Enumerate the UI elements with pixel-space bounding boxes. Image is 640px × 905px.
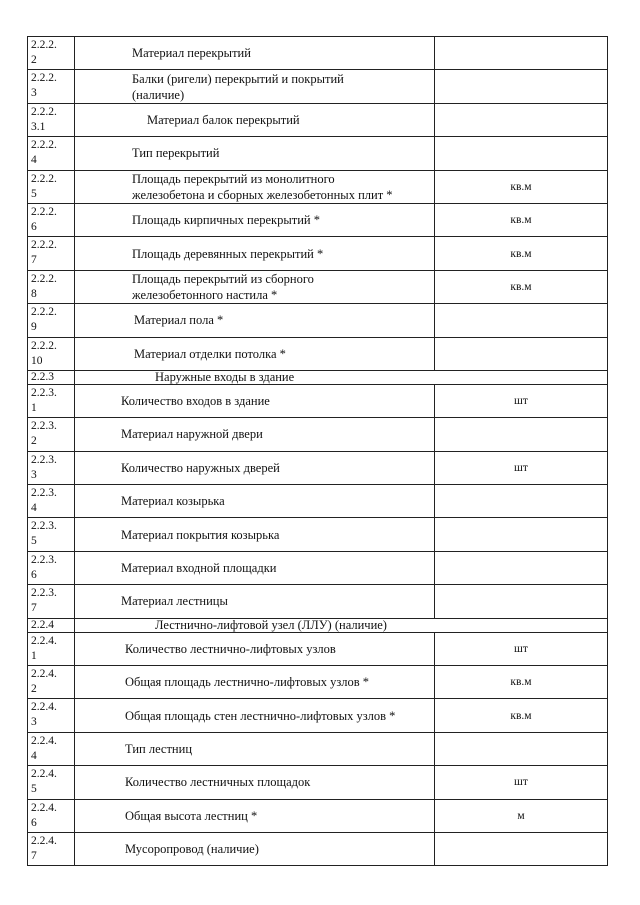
- parameter-name: Площадь перекрытий из сборного железобетонного настила *: [75, 270, 435, 303]
- table-row: [28, 270, 608, 303]
- table-row: [28, 337, 608, 370]
- parameter-name: Площадь деревянных перекрытий *: [75, 237, 435, 270]
- row-number: 2.2.4. 4: [28, 732, 75, 765]
- row-number: 2.2.3. 5: [28, 518, 75, 551]
- table-row: [28, 451, 608, 484]
- unit-cell[interactable]: [435, 551, 608, 584]
- unit-cell[interactable]: [435, 585, 608, 618]
- table-row: [28, 551, 608, 584]
- unit-cell[interactable]: [435, 418, 608, 451]
- table-row: [28, 70, 608, 103]
- parameter-name: Тип лестниц: [75, 732, 435, 765]
- parameter-name: Материал входной площадки: [75, 551, 435, 584]
- parameter-name: Количество лестнично-лифтовых узлов: [75, 632, 435, 665]
- table-row: [28, 666, 608, 699]
- unit-cell[interactable]: кв.м: [435, 666, 608, 699]
- table-row: [28, 632, 608, 665]
- unit-cell[interactable]: [435, 137, 608, 170]
- unit-cell[interactable]: шт: [435, 632, 608, 665]
- row-number: 2.2.4. 5: [28, 766, 75, 799]
- row-number: 2.2.2. 3.1: [28, 103, 75, 136]
- unit-cell[interactable]: [435, 732, 608, 765]
- unit-cell[interactable]: кв.м: [435, 237, 608, 270]
- unit-cell[interactable]: кв.м: [435, 699, 608, 732]
- parameter-name: Количество наружных дверей: [75, 451, 435, 484]
- table-row: [28, 832, 608, 865]
- parameter-name: Материал козырька: [75, 485, 435, 518]
- row-number: 2.2.3. 3: [28, 451, 75, 484]
- parameter-name: Общая высота лестниц *: [75, 799, 435, 832]
- unit-cell[interactable]: шт: [435, 766, 608, 799]
- table-row: [28, 170, 608, 203]
- row-number: 2.2.3. 7: [28, 585, 75, 618]
- parameter-name: Балки (ригели) перекрытий и покрытий (наличие): [75, 70, 435, 103]
- parameter-name: Общая площадь стен лестнично-лифтовых узлов *: [75, 699, 435, 732]
- parameter-name: Мусоропровод (наличие): [75, 832, 435, 865]
- unit-cell[interactable]: кв.м: [435, 170, 608, 203]
- row-number: 2.2.2. 3: [28, 70, 75, 103]
- parameter-name: Материал покрытия козырька: [75, 518, 435, 551]
- row-number: 2.2.4. 1: [28, 632, 75, 665]
- unit-cell[interactable]: м: [435, 799, 608, 832]
- unit-cell[interactable]: кв.м: [435, 270, 608, 303]
- row-number: 2.2.2. 4: [28, 137, 75, 170]
- parameter-name: Материал перекрытий: [75, 37, 435, 70]
- document-page: [27, 36, 607, 866]
- unit-cell[interactable]: [435, 518, 608, 551]
- parameter-name: Материал лестницы: [75, 585, 435, 618]
- parameter-name: Площадь кирпичных перекрытий *: [75, 203, 435, 236]
- parameter-name: Материал пола *: [75, 304, 435, 337]
- row-number: 2.2.4: [28, 618, 75, 632]
- row-number: 2.2.3. 1: [28, 384, 75, 417]
- table-row: [28, 203, 608, 236]
- unit-cell[interactable]: [435, 485, 608, 518]
- parameter-name: Материал балок перекрытий: [75, 103, 435, 136]
- row-number: 2.2.2. 6: [28, 203, 75, 236]
- table-row: [28, 699, 608, 732]
- parameter-name: Общая площадь лестнично-лифтовых узлов *: [75, 666, 435, 699]
- unit-cell[interactable]: [435, 37, 608, 70]
- row-number: 2.2.3. 6: [28, 551, 75, 584]
- unit-cell[interactable]: [435, 70, 608, 103]
- table-row: [28, 732, 608, 765]
- table-row: [28, 799, 608, 832]
- table-row: [28, 418, 608, 451]
- parameter-name: Материал наружной двери: [75, 418, 435, 451]
- table-body: [28, 37, 608, 866]
- parameter-name: Площадь перекрытий из монолитного железобетона и сборных железобетонных плит *: [75, 170, 435, 203]
- building-parameters-table: [27, 36, 608, 866]
- table-row: [28, 137, 608, 170]
- unit-cell[interactable]: шт: [435, 384, 608, 417]
- row-number: 2.2.2. 9: [28, 304, 75, 337]
- section-title: Наружные входы в здание: [75, 370, 608, 384]
- table-row: [28, 485, 608, 518]
- row-number: 2.2.2. 10: [28, 337, 75, 370]
- row-number: 2.2.4. 6: [28, 799, 75, 832]
- table-row: [28, 518, 608, 551]
- table-row: [28, 103, 608, 136]
- row-number: 2.2.4. 3: [28, 699, 75, 732]
- parameter-name: Тип перекрытий: [75, 137, 435, 170]
- unit-cell[interactable]: [435, 337, 608, 370]
- row-number: 2.2.4. 7: [28, 832, 75, 865]
- row-number: 2.2.2. 7: [28, 237, 75, 270]
- row-number: 2.2.2. 8: [28, 270, 75, 303]
- unit-cell[interactable]: [435, 304, 608, 337]
- row-number: 2.2.3. 4: [28, 485, 75, 518]
- unit-cell[interactable]: кв.м: [435, 203, 608, 236]
- table-row: [28, 304, 608, 337]
- row-number: 2.2.3: [28, 370, 75, 384]
- table-row: [28, 766, 608, 799]
- row-number: 2.2.4. 2: [28, 666, 75, 699]
- row-number: 2.2.2. 2: [28, 37, 75, 70]
- unit-cell[interactable]: [435, 832, 608, 865]
- parameter-name: Материал отделки потолка *: [75, 337, 435, 370]
- section-row: [28, 370, 608, 384]
- unit-cell[interactable]: шт: [435, 451, 608, 484]
- parameter-name: Количество входов в здание: [75, 384, 435, 417]
- section-row: [28, 618, 608, 632]
- row-number: 2.2.2. 5: [28, 170, 75, 203]
- unit-cell[interactable]: [435, 103, 608, 136]
- row-number: 2.2.3. 2: [28, 418, 75, 451]
- section-title: Лестнично-лифтовой узел (ЛЛУ) (наличие): [75, 618, 608, 632]
- table-row: [28, 37, 608, 70]
- table-row: [28, 384, 608, 417]
- parameter-name: Количество лестничных площадок: [75, 766, 435, 799]
- table-row: [28, 237, 608, 270]
- table-row: [28, 585, 608, 618]
